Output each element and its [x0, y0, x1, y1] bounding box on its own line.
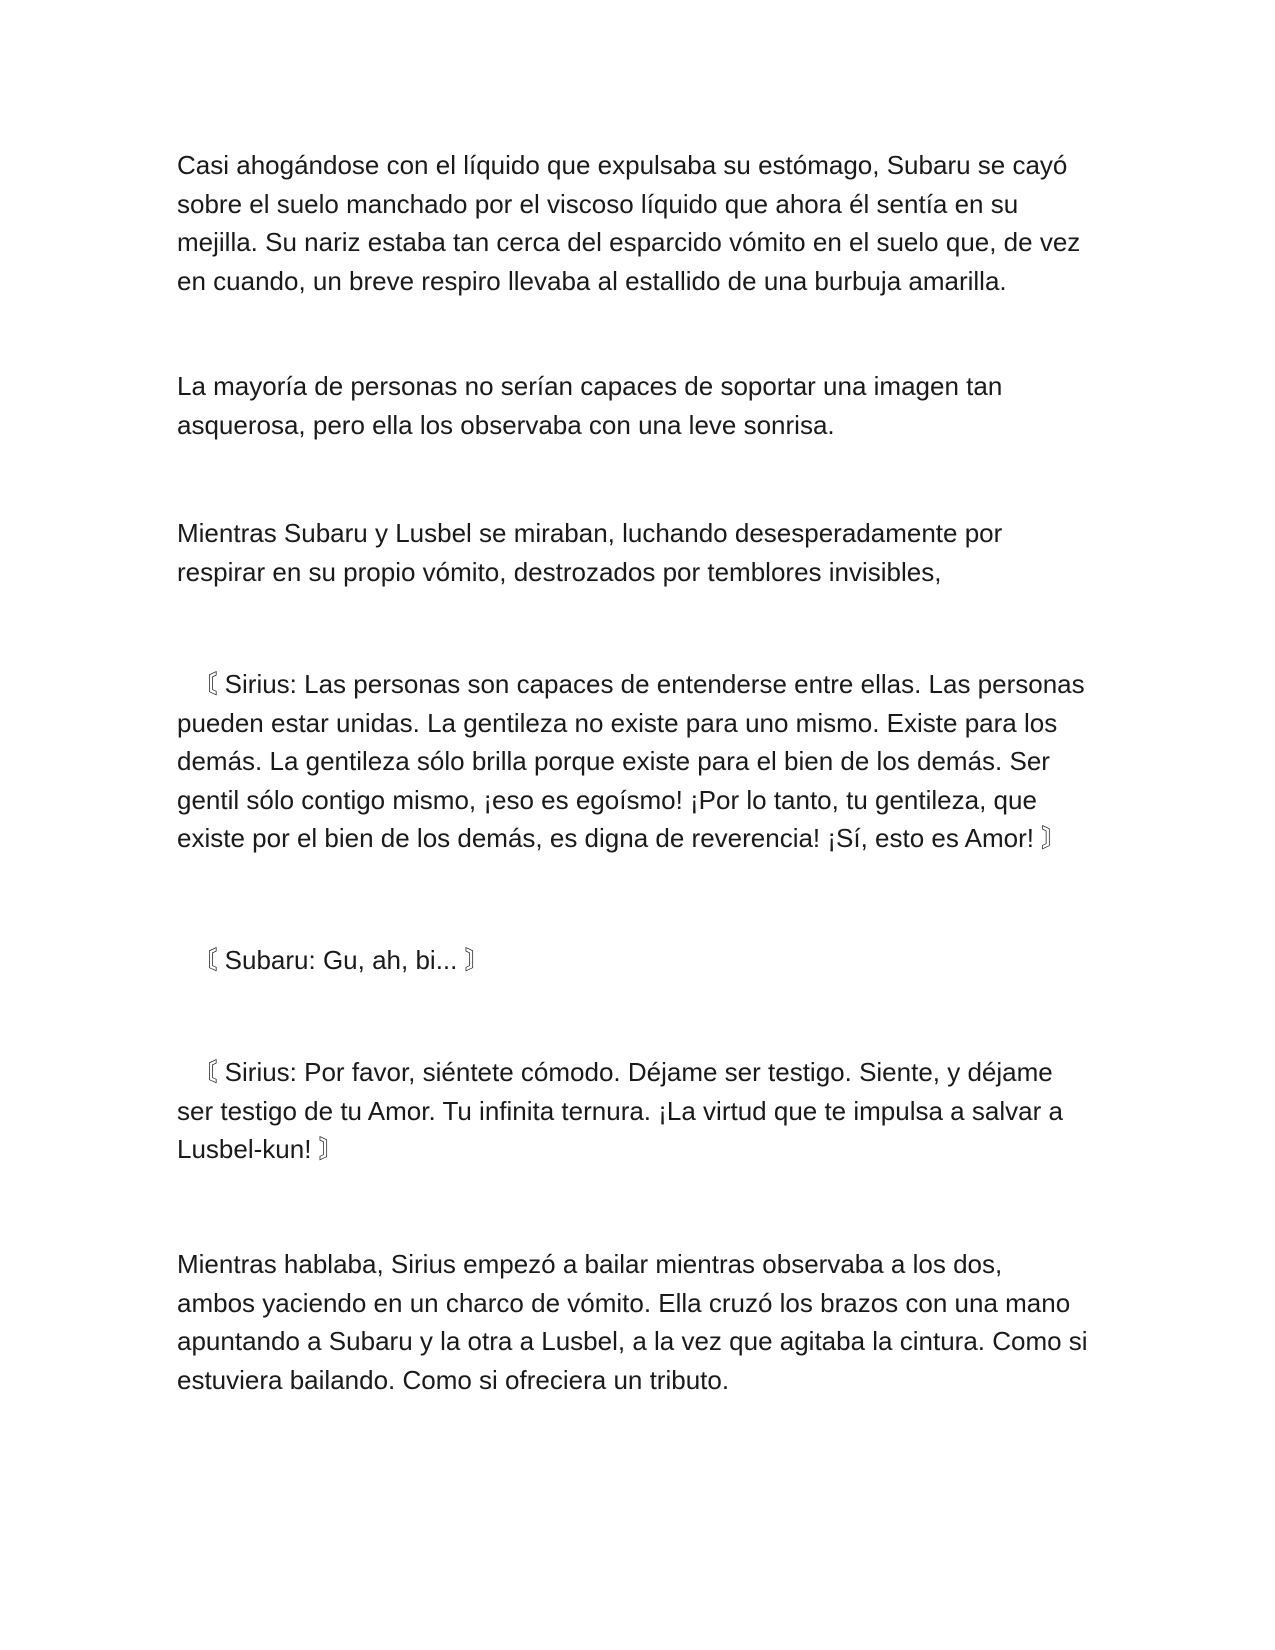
paragraph-7	[177, 1245, 1117, 1399]
text-line: gentil sólo contigo mismo, ¡eso es egoísmo! ¡Por lo tanto, tu gentileza, que	[177, 784, 1037, 815]
text-line: Casi ahogándose con el líquido que expulsaba su estómago, Subaru se cayó	[177, 150, 1068, 180]
text-line: estuviera bailando. Como si ofreciera un tributo.	[177, 1364, 730, 1395]
paragraph-2	[177, 367, 1117, 444]
text-line: ambos yaciendo en un charco de vómito. Ella cruzó los brazos con una mano	[177, 1287, 1071, 1318]
text-line: 〘 Subaru: Gu, ah, bi... 〙	[177, 945, 491, 975]
text-line: existe por el bien de los demás, es digna de reverencia! ¡Sí, esto es Amor! 〙	[177, 823, 1068, 853]
text-line: asquerosa, pero ella los observaba con una leve sonrisa.	[177, 409, 835, 440]
text-line: en cuando, un breve respiro llevaba al estallido de una burbuja amarilla.	[177, 265, 1007, 296]
text-line: 〘 Sirius: Por favor, siéntete cómodo. Déjame ser testigo. Siente, y déjame	[177, 1057, 1053, 1087]
text-line: sobre el suelo manchado por el viscoso líquido que ahora él sentía en su	[177, 188, 1019, 219]
text-line: 〘 Sirius: Las personas son capaces de entenderse entre ellas. Las personas	[177, 669, 1085, 699]
text-line: ser testigo de tu Amor. Tu infinita ternura. ¡La virtud que te impulsa a salvar a	[177, 1095, 1063, 1126]
dialogue-subaru	[177, 941, 1117, 980]
text-line: Lusbel-kun! 〙	[177, 1134, 345, 1164]
paragraph-1	[177, 146, 1117, 300]
text-line: Mientras hablaba, Sirius empezó a bailar mientras observaba a los dos,	[177, 1249, 1003, 1279]
text-line: mejilla. Su nariz estaba tan cerca del esparcido vómito en el suelo que, de vez	[177, 227, 1081, 257]
dialogue-sirius-1	[177, 665, 1117, 858]
dialogue-sirius-2	[177, 1053, 1117, 1169]
text-line: Mientras Subaru y Lusbel se miraban, luchando desesperadamente por	[177, 518, 1003, 548]
text-line: respirar en su propio vómito, destrozados por temblores invisibles,	[177, 556, 942, 587]
text-line: apuntando a Subaru y la otra a Lusbel, a la vez que agitaba la cintura. Como si	[177, 1326, 1088, 1356]
paragraph-3	[177, 514, 1117, 591]
text-line: La mayoría de personas no serían capaces de soportar una imagen tan	[177, 371, 1003, 401]
text-line: pueden estar unidas. La gentileza no existe para uno mismo. Existe para los	[177, 707, 1058, 738]
text-line: demás. La gentileza sólo brilla porque existe para el bien de los demás. Ser	[177, 746, 1050, 776]
